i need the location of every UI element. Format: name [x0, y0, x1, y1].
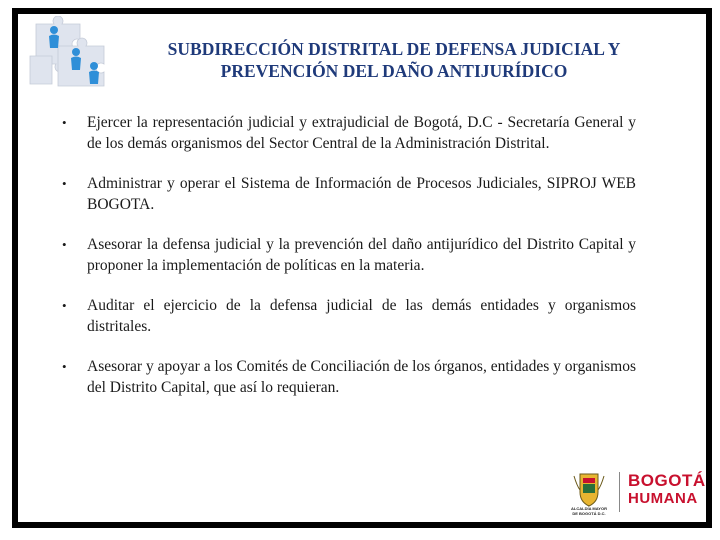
bogota-humana-logo — [628, 472, 706, 508]
puzzle-people-icon — [28, 16, 118, 88]
list-item-text: entidades y organismos del Distrito Capital, que así lo requieran. — [87, 358, 636, 396]
bullet-marker: • — [62, 176, 67, 191]
list-item-text: Judiciales, SIPROJ WEB BOGOTA. — [87, 175, 637, 213]
list-item-text: Auditar el ejercicio de la defensa judicial de las demás entidades y — [87, 297, 556, 314]
bullet-marker: • — [62, 298, 67, 313]
list-item — [56, 173, 636, 215]
bullet-marker: • — [62, 237, 67, 252]
crest-caption — [564, 506, 614, 516]
list-item-text: materia. — [374, 257, 425, 274]
slide-frame — [12, 8, 712, 528]
crest-caption-line-1: ALCALDÍA MAYOR — [571, 506, 607, 511]
functions-list — [56, 112, 636, 417]
list-item — [56, 356, 636, 398]
bogota-logo-line-2: HUMANA — [628, 490, 698, 507]
list-item-text: Ejercer la representación judicial y extrajudicial de Bogotá, D.C - — [87, 114, 503, 131]
footer-logos — [570, 470, 706, 516]
page-title — [114, 38, 674, 82]
list-item-text: Asesorar y apoyar a los Comités de Conciliación de los órganos, — [87, 358, 487, 375]
list-item-text: Administrar y operar el Sistema de Información de Procesos — [87, 175, 472, 192]
list-item-text: organismos distritales. — [87, 297, 636, 335]
bogota-logo-line-1: BOGOTÁ — [628, 471, 706, 490]
list-item-text: Secretaría General y de los demás organismos del Sector Central de la — [87, 114, 637, 152]
logo-divider — [619, 472, 620, 512]
list-item — [56, 112, 636, 154]
list-item-text: Asesorar la defensa judicial y la prevención del daño antijurídico del — [87, 236, 522, 253]
bullet-marker: • — [62, 115, 67, 130]
crest-caption-line-2: DE BOGOTÁ D.C. — [572, 511, 606, 516]
list-item-text: Distrito Capital y proponer la implementación de políticas en la — [87, 236, 637, 274]
list-item — [56, 234, 636, 276]
list-item-text: Administración Distrital. — [394, 135, 550, 152]
title-line-2: PREVENCIÓN DEL DAÑO ANTIJURÍDICO — [220, 61, 568, 81]
list-item — [56, 295, 636, 337]
title-line-1: SUBDIRECCIÓN DISTRITAL DE DEFENSA JUDICIAL Y — [167, 39, 621, 59]
bullet-marker: • — [62, 359, 67, 374]
